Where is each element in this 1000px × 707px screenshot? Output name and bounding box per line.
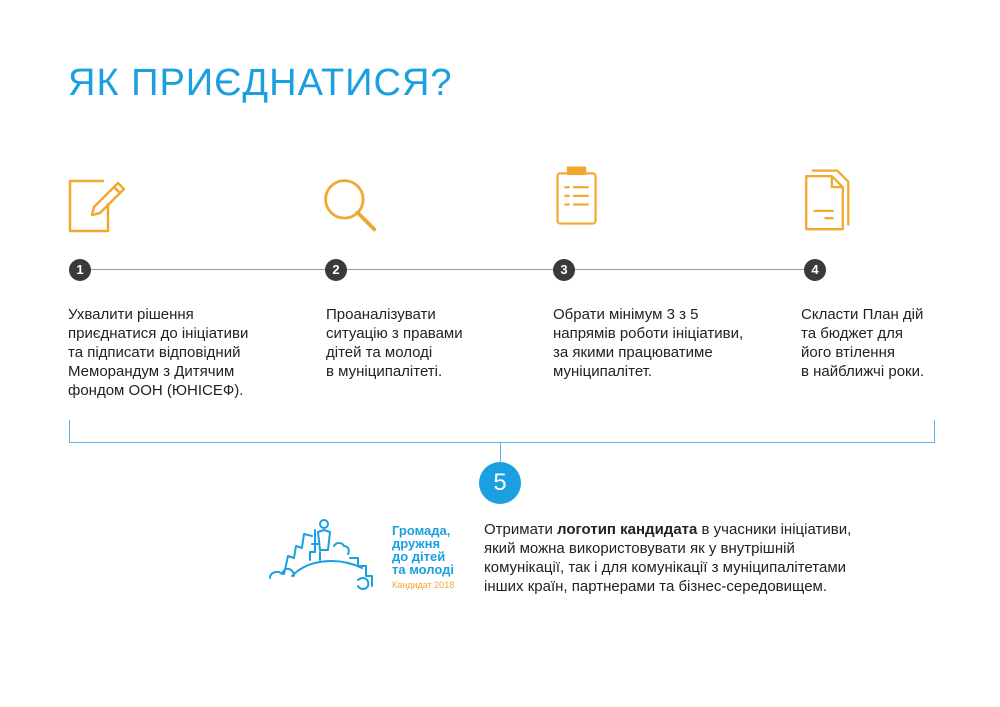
step-2-badge: 2 <box>325 259 347 281</box>
step-2-text: Проаналізувати ситуацію з правами дітей та молоді в муніципалітеті. <box>326 306 463 380</box>
step-1-badge: 1 <box>69 259 91 281</box>
documents-icon <box>800 167 860 231</box>
logo-subtitle: Кандидат 2018 <box>392 580 455 590</box>
step-5-text-bold: логотип кандидата <box>557 521 698 538</box>
step-3-text: Обрати мінімум 3 з 5 напрямів роботи ініціативи, за якими працюватиме муніципалітет. <box>553 306 744 380</box>
pencil-note-icon <box>66 173 126 237</box>
bracket-stem <box>500 442 501 462</box>
step-5-text-end: в учасники ініціативи, який можна використовувати як у внутрішній комунікації, так і для комунікації з муніципалітетами інших країн, партнерами та бізнес-середовищем. <box>484 521 852 595</box>
step-3-badge: 3 <box>553 259 575 281</box>
step-4-text: Скласти План дій та бюджет для його втілення в найближчі роки. <box>801 306 925 380</box>
magnifier-icon <box>320 173 380 237</box>
logo-name: Громада, дружня до дітей та молоді <box>392 523 454 577</box>
step-5-text <box>484 520 874 596</box>
step-5-text-start: Отримати <box>484 521 558 538</box>
timeline-line <box>80 269 816 270</box>
bracket-connector <box>69 420 935 443</box>
step-5-badge: 5 <box>479 462 521 504</box>
clipboard-checklist-icon <box>550 163 610 227</box>
step-1-text: Ухвалити рішення приєднатися до ініціативи та підписати відповідний Меморандум з Дитячим фондом ООН (ЮНІСЕФ). <box>68 306 249 399</box>
page-title: ЯК ПРИЄДНАТИСЯ? <box>68 62 453 104</box>
step-4-badge: 4 <box>804 259 826 281</box>
